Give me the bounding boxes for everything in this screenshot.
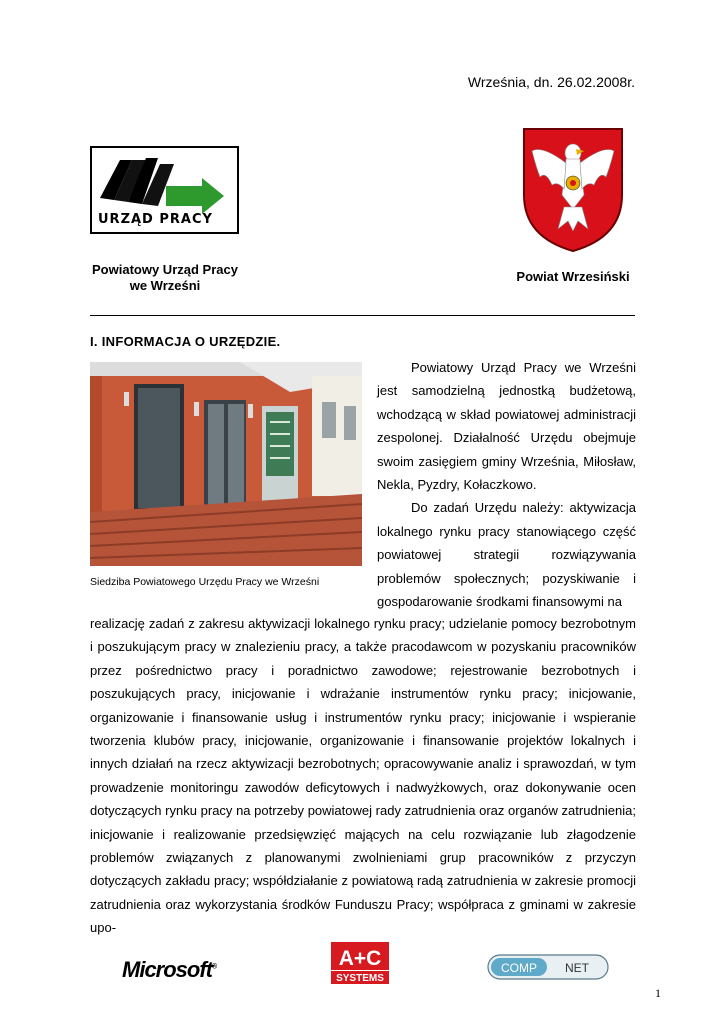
- logo-text: URZĄD PRACY: [98, 212, 213, 227]
- ac-logo-top: A+C: [338, 947, 382, 970]
- paragraph-2-continued: realizację zadań z zakresu aktywizacji lokalnego rynku pracy; udzielanie pomocy bezrobotnym i poszukującym pracy w znalezieniu pracy, a także pracodawcom w pozyskaniu pracowników przez pośrednictwo pracy i poradnictwo zawodowe; rejestrowanie bezrobotnych i poszukujących pracy, inicjowanie i wdrażanie instrumentów rynku pracy; inicjowanie, organizowanie i finansowanie usług i instrumentów rynku pracy; inicjowanie i wspieranie tworzenia klubów pracy, inicjowanie, organizowanie i finansowanie projektów lokalnych i innych działań na rzecz aktywizacji bezrobotnych; opracowywanie analiz i sprawozdań, w tym prowadzenie monitoringu zawodów deficytowych i nadwyżkowych, oraz dokonywanie ocen dotyczących rynku pracy na potrzeby powiatowej rady zatrudnienia oraz organów zatrudnienia; inicjowanie i realizowanie przedsięwzięć mających na celu rozwiązanie lub złagodzenie problemów związanych z planowanymi zwolnieniami grup pracowników z przyczyn dotyczących zakładu pracy; współdziałanie z powiatową radą zatrudnienia w zakresie promocji zatrudnienia oraz wykorzystania środków Funduszu Pracy; współpraca z gminami w zakresie upo-: [90, 616, 636, 936]
- microsoft-logo: Microsoft®: [122, 957, 217, 982]
- powiat-crest-icon: [522, 125, 624, 253]
- microsoft-logo-text: Microsoft: [122, 957, 212, 982]
- page-number: 1: [655, 986, 661, 1000]
- office-name-line1: Powiatowy Urząd Pracy: [92, 262, 238, 277]
- header-divider: [90, 315, 635, 316]
- urzad-pracy-logo: [90, 146, 239, 234]
- document-date: Września, dn. 26.02.2008r.: [467, 74, 635, 90]
- photo-caption: Siedziba Powiatowego Urzędu Pracy we Wrześni: [90, 576, 320, 588]
- compnet-left: COMP: [501, 961, 537, 975]
- paragraph-1: Powiatowy Urząd Pracy we Wrześni jest samodzielną jednostką budżetową, wchodzącą w skład powiatowej administracji zespolonej. Działalność Urzędu obejmuje swoim zasięgiem gminy Września, Miłosław, Nekla, Pyzdry, Kołaczkowo.: [377, 360, 636, 493]
- compnet-logo: [487, 952, 611, 982]
- building-photo: [90, 362, 362, 566]
- office-name-line2: we Wrześni: [129, 278, 201, 293]
- ac-logo-bottom: SYSTEMS: [336, 973, 384, 984]
- compnet-right: NET: [565, 961, 589, 975]
- paragraph-2-start: Do zadań Urzędu należy: aktywizacja lokalnego rynku pracy stanowiącego część powiatowej strategii rozwiązywania problemów społecznych; pozyskiwanie i gospodarowanie środkami finansowymi na: [377, 500, 636, 610]
- intro-text: [377, 356, 636, 613]
- section-heading: I. INFORMACJA O URZĘDZIE.: [90, 334, 281, 349]
- office-name: [85, 262, 245, 294]
- ac-systems-logo: [331, 942, 389, 984]
- powiat-name: Powiat Wrzesiński: [516, 269, 630, 284]
